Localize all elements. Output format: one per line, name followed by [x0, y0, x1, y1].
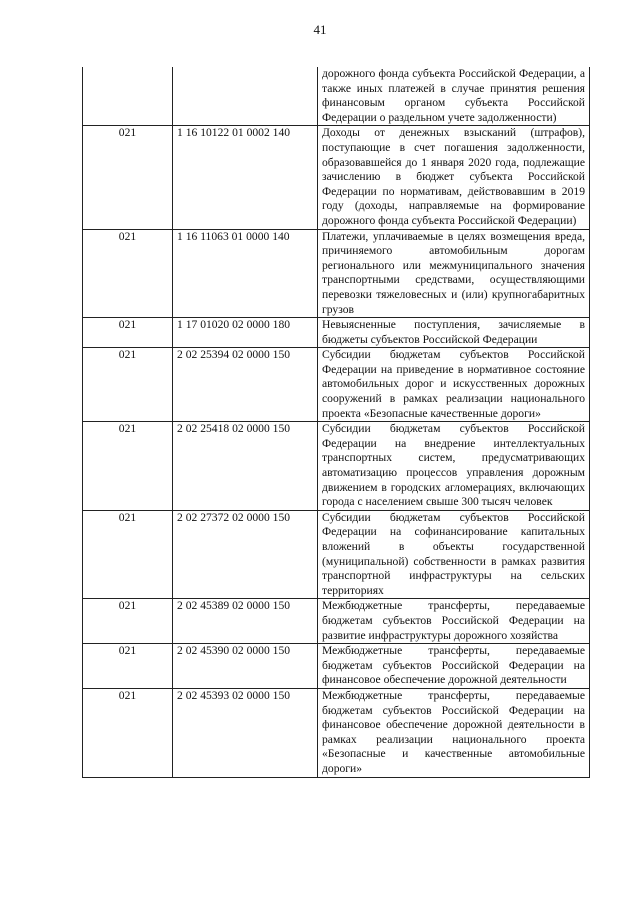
- table-row: [83, 126, 590, 229]
- revenue-name-cell: Субсидии бюджетам субъектов Российской Федерации на внедрение интеллектуальных транспортных систем, предусматривающих автоматизацию процессов управления дорожным движением в городских агломерациях, включающих города с населением свыше 300 тысяч человек: [318, 422, 590, 511]
- budget-classification-code-cell: 2 02 25394 02 0000 150: [173, 348, 318, 422]
- revenue-name-cell: Межбюджетные трансферты, передаваемые бюджетам субъектов Российской Федерации на развитие инфраструктуры дорожного хозяйства: [318, 599, 590, 644]
- table-row: [83, 599, 590, 644]
- revenue-name-cell: Межбюджетные трансферты, передаваемые бюджетам субъектов Российской Федерации на финансовое обеспечение дорожной деятельности в рамках реализации национального проекта «Безопасные и качественные автомобильные дороги»: [318, 688, 590, 777]
- admin-code-cell: [83, 67, 173, 126]
- budget-revenue-table: [82, 67, 590, 778]
- table-row: [83, 318, 590, 348]
- revenue-name-cell: дорожного фонда субъекта Российской Федерации, а также иных платежей в случае принятия решения финансовым органом субъекта Российской Федерации о раздельном учете задолженности): [318, 67, 590, 126]
- table-row: [83, 422, 590, 511]
- admin-code-cell: 021: [83, 348, 173, 422]
- admin-code-cell: 021: [83, 599, 173, 644]
- admin-code-cell: 021: [83, 644, 173, 689]
- budget-classification-code-cell: 2 02 45389 02 0000 150: [173, 599, 318, 644]
- revenue-name-cell: Доходы от денежных взысканий (штрафов), поступающие в счет погашения задолженности, образовавшейся до 1 января 2020 года, подлежащие зачислению в бюджет субъекта Российской Федерации по нормативам, действовавшим в 2019 году (доходы, направляемые на формирование дорожного фонда субъекта Российской Федерации): [318, 126, 590, 229]
- budget-classification-code-cell: 2 02 45390 02 0000 150: [173, 644, 318, 689]
- revenue-name-cell: Межбюджетные трансферты, передаваемые бюджетам субъектов Российской Федерации на финансовое обеспечение дорожной деятельности: [318, 644, 590, 689]
- budget-classification-code-cell: 1 17 01020 02 0000 180: [173, 318, 318, 348]
- table-row: [83, 348, 590, 422]
- page-number: 41: [313, 22, 327, 37]
- budget-classification-code-cell: 2 02 27372 02 0000 150: [173, 510, 318, 599]
- budget-classification-code-cell: 1 16 11063 01 0000 140: [173, 229, 318, 318]
- table-row: [83, 229, 590, 318]
- admin-code-cell: 021: [83, 229, 173, 318]
- table-row: [83, 644, 590, 689]
- table-row: [83, 510, 590, 599]
- revenue-name-cell: Невыясненные поступления, зачисляемые в бюджеты субъектов Российской Федерации: [318, 318, 590, 348]
- revenue-name-cell: Субсидии бюджетам субъектов Российской Федерации на приведение в нормативное состояние автомобильных дорог и искусственных дорожных сооружений в рамках реализации национального проекта «Безопасные качественные дороги»: [318, 348, 590, 422]
- table-row-continuation: [83, 67, 590, 126]
- admin-code-cell: 021: [83, 126, 173, 229]
- table-row: [83, 688, 590, 777]
- revenue-name-cell: Субсидии бюджетам субъектов Российской Федерации на софинансирование капитальных вложений в объекты государственной (муниципальной) собственности в рамках развития транспортной инфраструктуры на сельских территориях: [318, 510, 590, 599]
- budget-classification-code-cell: 2 02 45393 02 0000 150: [173, 688, 318, 777]
- admin-code-cell: 021: [83, 510, 173, 599]
- budget-classification-code-cell: 2 02 25418 02 0000 150: [173, 422, 318, 511]
- budget-classification-code-cell: 1 16 10122 01 0002 140: [173, 126, 318, 229]
- admin-code-cell: 021: [83, 688, 173, 777]
- admin-code-cell: 021: [83, 422, 173, 511]
- revenue-name-cell: Платежи, уплачиваемые в целях возмещения вреда, причиняемого автомобильным дорогам регионального или межмуниципального значения транспортными средствами, осуществляющими перевозки тяжеловесных и (или) крупногабаритных грузов: [318, 229, 590, 318]
- budget-classification-code-cell: [173, 67, 318, 126]
- admin-code-cell: 021: [83, 318, 173, 348]
